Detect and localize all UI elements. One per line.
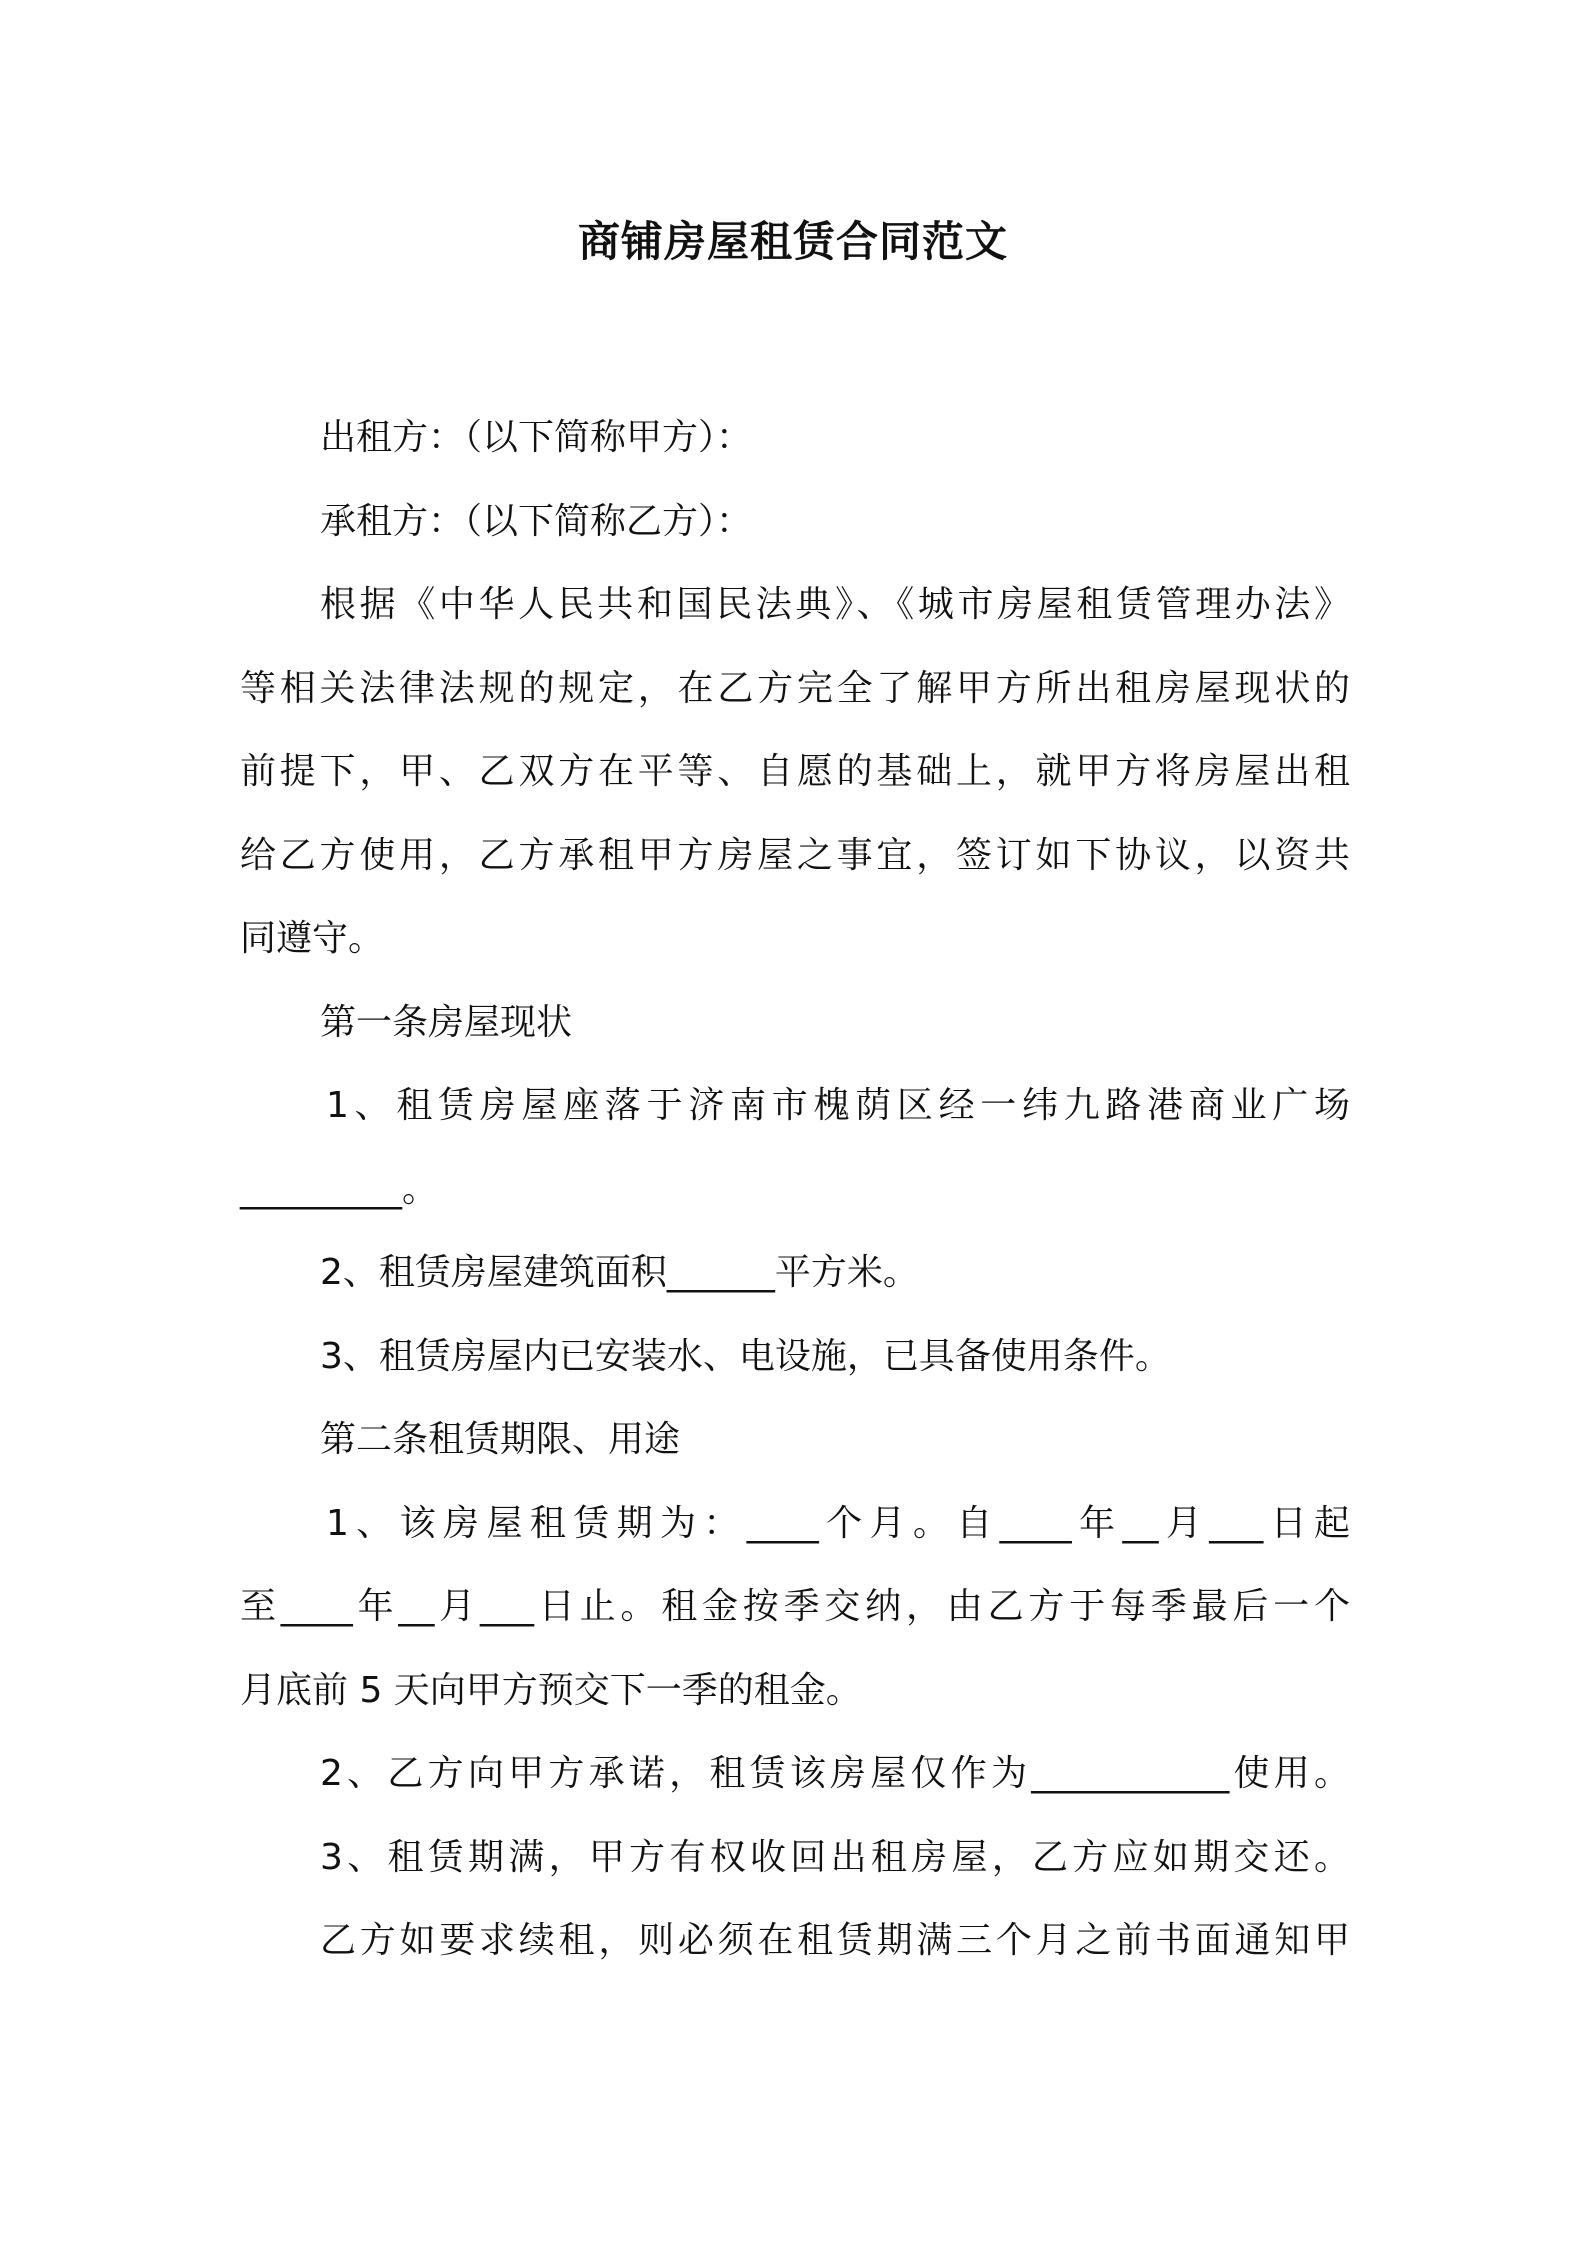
article-2-item-1-cont-1: 至____年__月___日止。租金按季交纳，由乙方于每季最后一个 xyxy=(240,1586,1350,1627)
article-2-item-3-cont: 乙方如要求续租，则必须在租赁期满三个月之前书面通知甲 xyxy=(320,1920,1350,1961)
lessor-line: 出租方：（以下简称甲方）： xyxy=(320,417,753,458)
article-1-item-1-cont: _________。 xyxy=(240,1169,439,1210)
preamble-line-3: 前提下，甲、乙双方在平等、自愿的基础上，就甲方将房屋出租 xyxy=(240,751,1350,792)
article-2-item-2: 2、乙方向甲方承诺，租赁该房屋仅作为___________使用。 xyxy=(320,1753,1350,1794)
preamble-line-2: 等相关法律法规的规定，在乙方完全了解甲方所出租房屋现状的 xyxy=(240,668,1350,709)
article-1-item-3: 3、租赁房屋内已安装水、电设施，已具备使用条件。 xyxy=(320,1336,1171,1377)
preamble-line-1: 根据《中华人民共和国民法典》、《城市房屋租赁管理办法》 xyxy=(320,584,1350,625)
article-2-item-3: 3、租赁期满，甲方有权收回出租房屋，乙方应如期交还。 xyxy=(320,1837,1350,1878)
article-2-heading: 第二条租赁期限、用途 xyxy=(320,1419,681,1460)
lessee-line: 承租方：（以下简称乙方）： xyxy=(320,501,753,542)
article-2-item-1-cont-2: 月底前 5 天向甲方预交下一季的租金。 xyxy=(240,1670,862,1711)
preamble-line-5: 同遵守。 xyxy=(240,918,385,959)
document-title: 商铺房屋租赁合同范文 xyxy=(577,217,1008,266)
article-1-item-2: 2、租赁房屋建筑面积______平方米。 xyxy=(320,1252,919,1293)
article-2-item-1: 1、该房屋租赁期为：____个月。自____年__月___日起 xyxy=(326,1503,1350,1544)
preamble-line-4: 给乙方使用，乙方承租甲方房屋之事宜，签订如下协议，以资共 xyxy=(240,835,1350,876)
article-1-item-1: 1、租赁房屋座落于济南市槐荫区经一纬九路港商业广场 xyxy=(326,1085,1350,1126)
article-1-heading: 第一条房屋现状 xyxy=(320,1002,573,1043)
